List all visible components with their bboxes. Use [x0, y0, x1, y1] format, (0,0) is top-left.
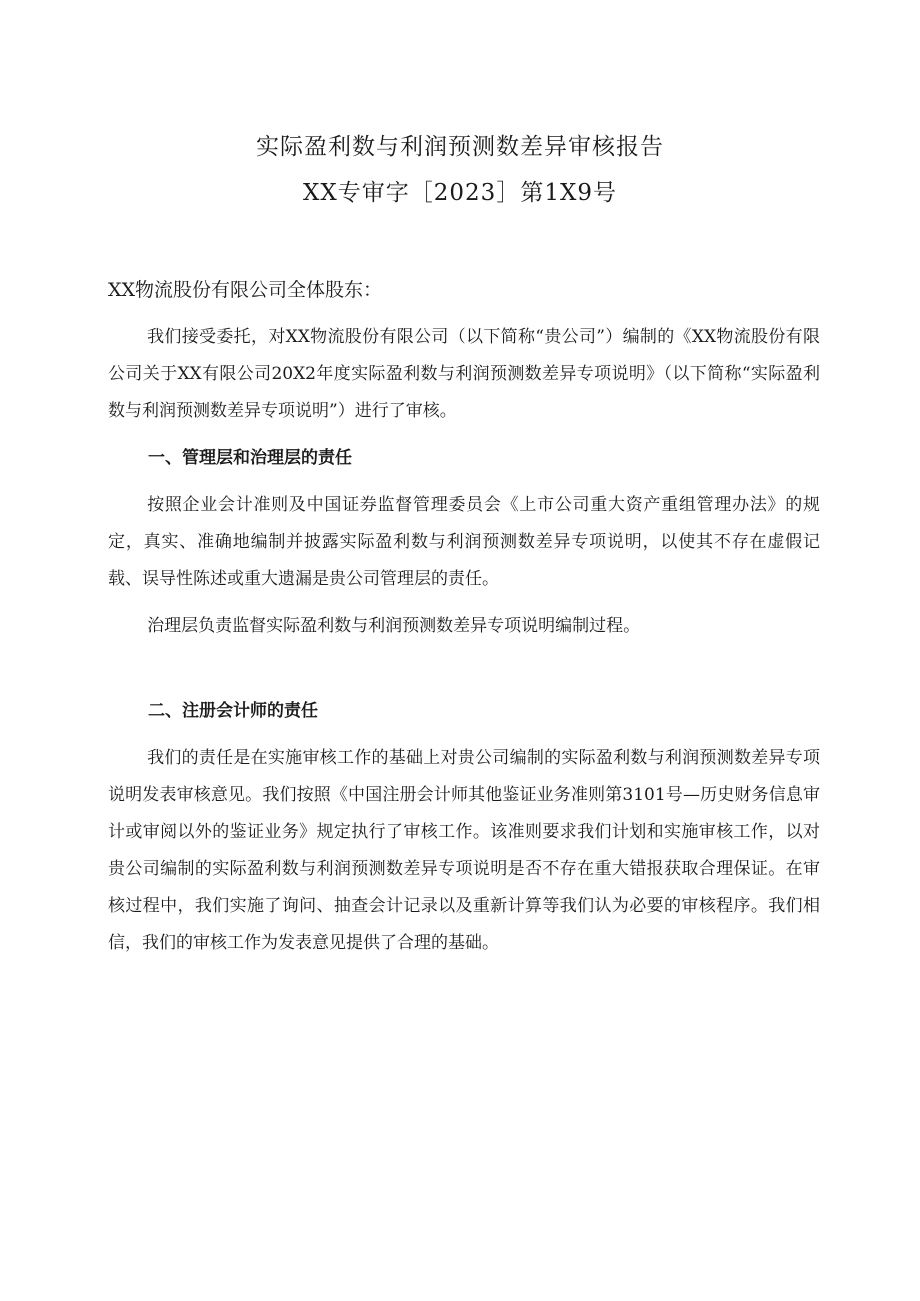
cpa-responsibility-paragraph: 我们的责任是在实施审核工作的基础上对贵公司编制的实际盈利数与利润预测数差异专项说明发表审核意见。我们按照《中国注册会计师其他鉴证业务准则第3101号—历史财务信息审计或审阅以外的鉴证业务》规定执行了审核工作。该准则要求我们计划和实施审核工作，以对贵公司编制的实际盈利数与利润预测数差异专项说明是否不存在重大错报获取合理保证。在审核过程中，我们实施了询问、抽查会计记录以及重新计算等我们认为必要的审核程序。我们相信，我们的审核工作为发表意见提供了合理的基础。 [108, 748, 820, 953]
section-heading-cpa: 二、注册会计师的责任 [148, 701, 318, 721]
document-number: XX专审字［2023］第1X9号 [303, 180, 617, 206]
report-body [108, 272, 820, 972]
salutation: XX物流股份有限公司全体股东： [108, 279, 383, 301]
section-spacer [108, 655, 820, 693]
governance-responsibility-paragraph: 治理层负责监督实际盈利数与利润预测数差异专项说明编制过程。 [147, 616, 641, 636]
management-responsibility-paragraph: 按照企业会计准则及中国证券监督管理委员会《上市公司重大资产重组管理办法》的规定，真实、准确地编制并披露实际盈利数与利润预测数差异专项说明，以使其不存在虚假记载、误导性陈述或重大遗漏是贵公司管理层的责任。 [108, 495, 820, 589]
section-heading-management: 一、管理层和治理层的责任 [148, 448, 352, 468]
intro-paragraph: 我们接受委托，对XX物流股份有限公司（以下简称“贵公司”）编制的《XX物流股份有限公司关于XX有限公司20X2年度实际盈利数与利润预测数差异专项说明》（以下简称“实际盈利数与利润预测数差异专项说明”）进行了审核。 [108, 327, 820, 421]
report-title: 实际盈利数与利润预测数差异审核报告 [256, 134, 664, 160]
